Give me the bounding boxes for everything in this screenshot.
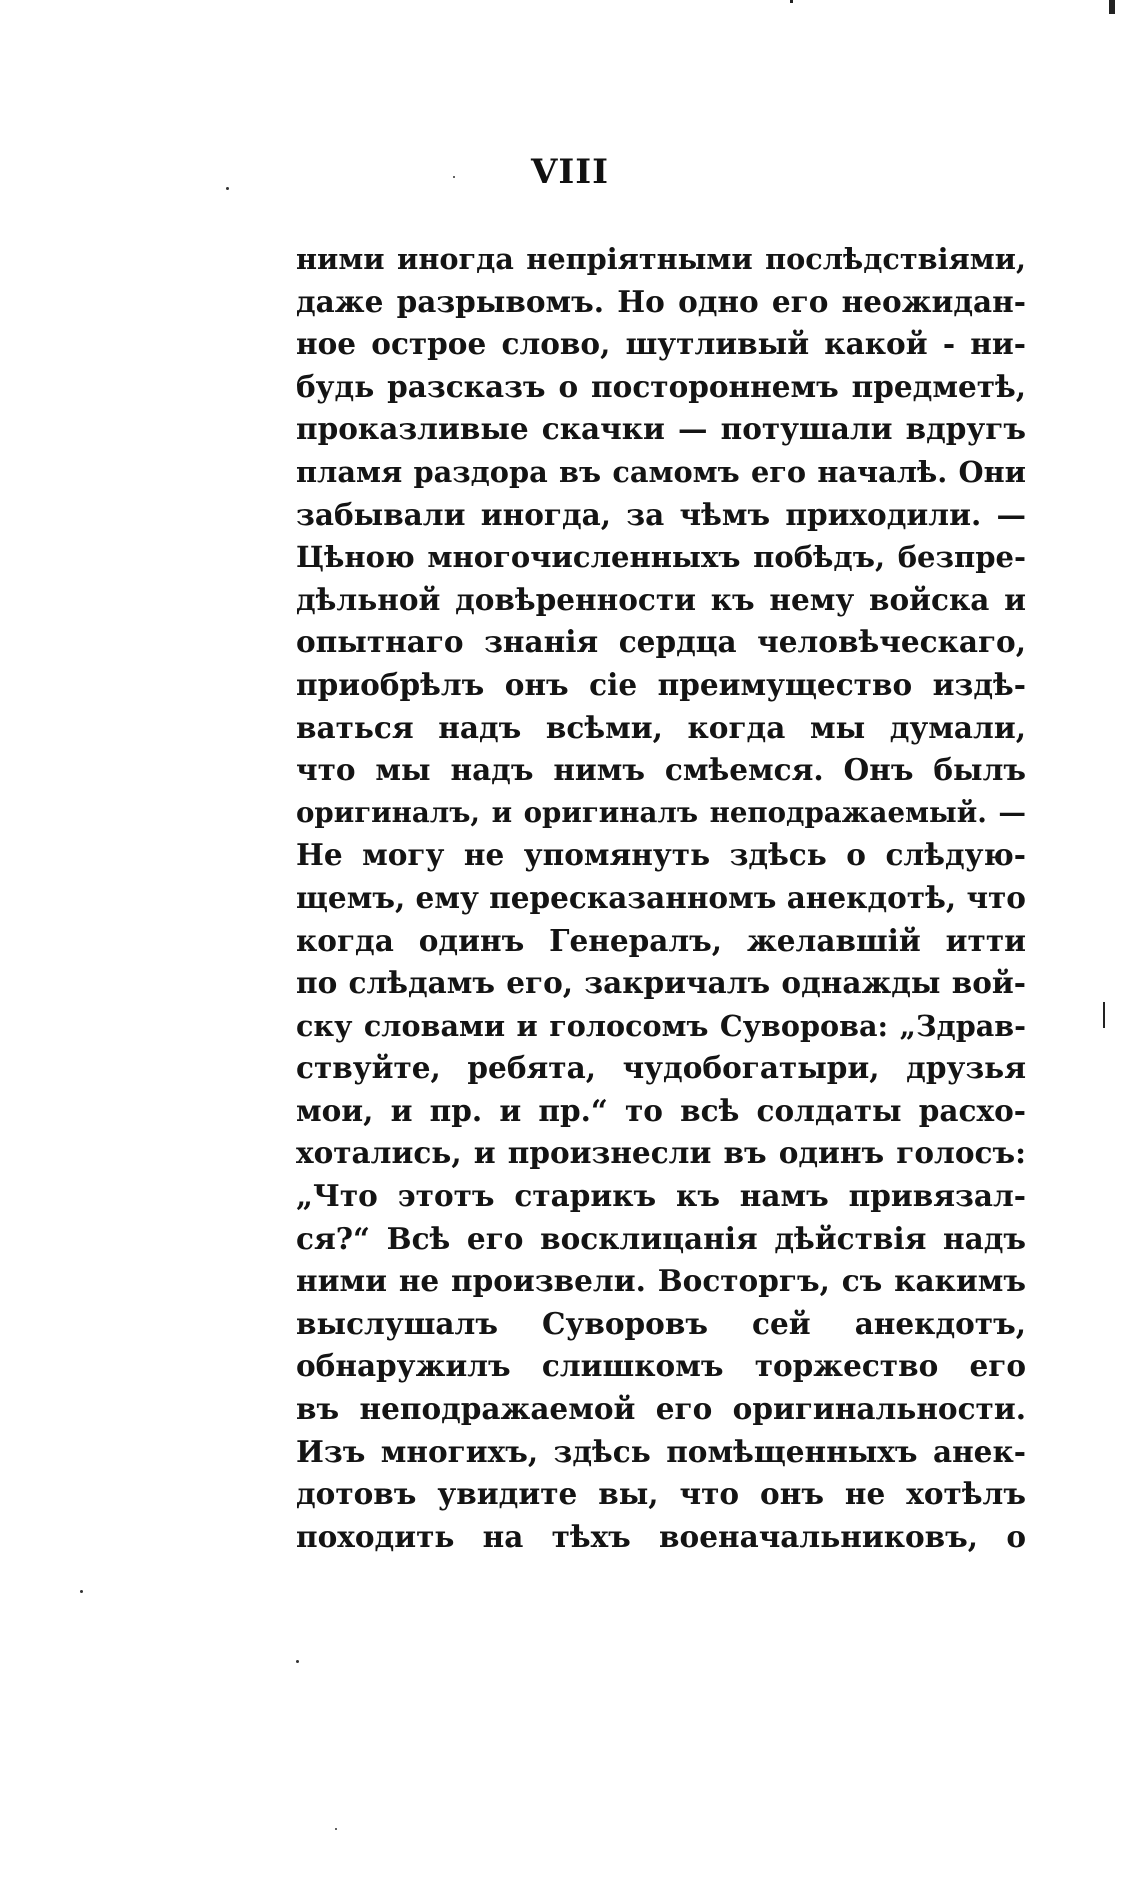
text-line: даже разрывомъ. Но одно его неожидан- — [296, 283, 1026, 319]
text-line: ствуйте, ребята, чудобогатыри, друзья — [296, 1050, 1026, 1086]
text-line: дѣльной довѣренности къ нему войска и — [296, 581, 1026, 617]
text-line: ся?“ Всѣ его восклицанія дѣйствія надъ — [296, 1220, 1026, 1256]
text-line: мои, и пр. и пр.“ то всѣ солдаты расхо- — [296, 1092, 1026, 1128]
text-line: проказливые скачки — потушали вдругъ — [296, 411, 1026, 447]
text-line: ними не произвели. Восторгъ, съ какимъ — [296, 1263, 1026, 1299]
scan-edge-mark — [1103, 1002, 1105, 1028]
text-line: щемъ, ему пересказанномъ анекдотѣ, что — [296, 879, 1026, 915]
scan-speck — [226, 187, 229, 190]
text-line: дотовъ увидите вы, что онъ не хотѣлъ — [296, 1476, 1026, 1512]
scan-speck — [296, 1660, 299, 1663]
text-line: что мы надъ нимъ смѣемся. Онъ былъ — [296, 752, 1026, 788]
text-line: Не могу не упомянуть здѣсь о слѣдую- — [296, 837, 1026, 873]
text-line: пламя раздора въ самомъ его началѣ. Они — [296, 454, 1026, 489]
text-line: походить на тѣхъ военачальниковъ, о — [296, 1518, 1026, 1554]
text-line: Цѣною многочисленныхъ побѣдъ, безпре- — [296, 540, 1026, 575]
text-line: ное острое слово, шутливый какой - ни- — [296, 326, 1026, 362]
body-text — [296, 238, 1026, 1558]
text-line: оригиналъ, и оригиналъ неподражаемый. — — [296, 795, 1026, 829]
scan-speck — [80, 1590, 83, 1593]
text-line: ску словами и голосомъ Суворова: „Здрав- — [296, 1008, 1026, 1043]
scan-speck — [453, 176, 455, 178]
text-line: хотались, и произнесли въ одинъ голосъ: — [296, 1135, 1026, 1171]
text-line: въ неподражаемой его оригинальности. — [296, 1391, 1026, 1427]
scan-edge-mark — [1109, 0, 1115, 14]
page-number: VIII — [530, 152, 610, 192]
text-line: Изъ многихъ, здѣсь помѣщенныхъ анек- — [296, 1433, 1026, 1469]
text-line: по слѣдамъ его, закричалъ однажды вой- — [296, 965, 1026, 1001]
scan-edge-mark — [790, 0, 793, 3]
text-line: когда одинъ Генералъ, желавшій итти — [296, 922, 1026, 958]
text-line: выслушалъ Суворовъ сей анекдотъ, — [296, 1305, 1026, 1341]
text-line: ними иногда непріятными послѣдствіями, — [296, 242, 1026, 276]
text-line: забывали иногда, за чѣмъ приходили. — — [296, 496, 1026, 532]
text-line: опытнаго знанія сердца человѣческаго, — [296, 624, 1026, 660]
text-line: обнаружилъ слишкомъ торжество его — [296, 1348, 1026, 1384]
text-line: будь разсказъ о постороннемъ предметѣ, — [296, 368, 1026, 404]
scan-speck — [335, 1828, 337, 1830]
text-line: „Что этотъ старикъ къ намъ привязал- — [296, 1178, 1026, 1214]
text-line: ваться надъ всѣми, когда мы думали, — [296, 709, 1026, 745]
text-line: приобрѣлъ онъ сіе преимущество издѣ- — [296, 666, 1026, 702]
